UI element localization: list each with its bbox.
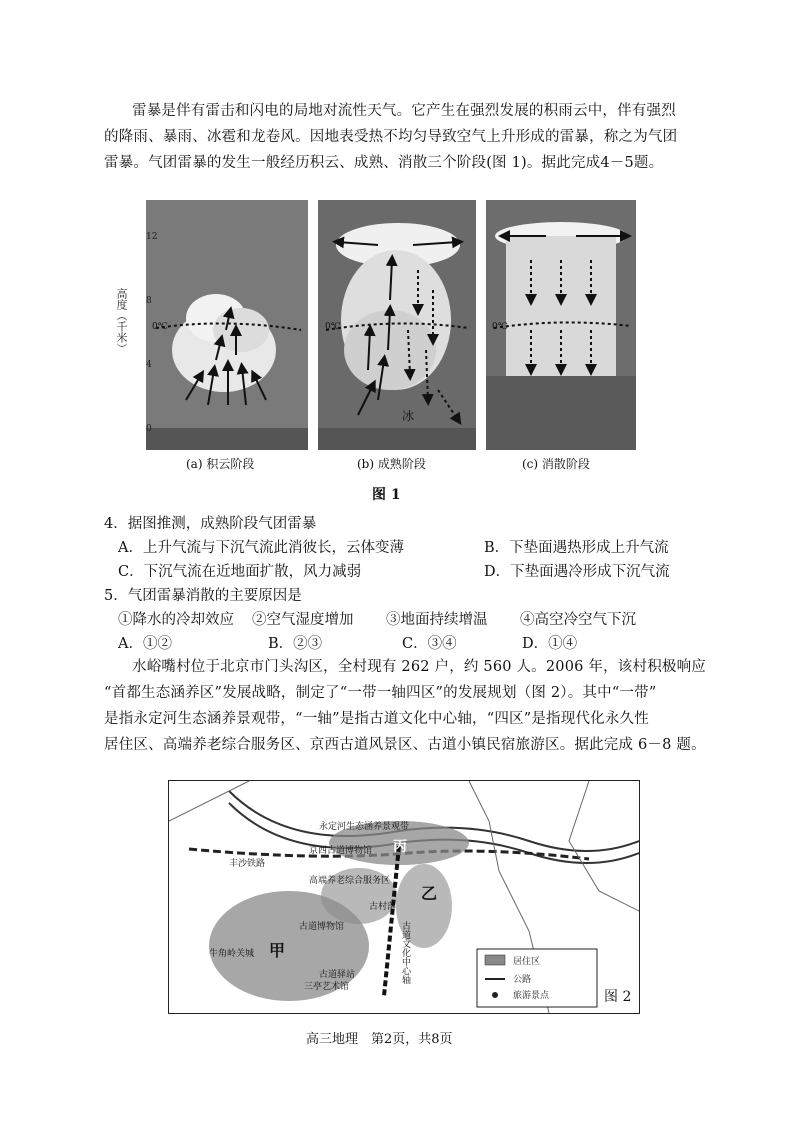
q5-item-3: ③地面持续增温: [386, 612, 488, 628]
figure2-title: 图 2: [604, 989, 632, 1005]
label-pilgrim: 古道驿站: [319, 970, 356, 980]
figure1-title: 图 1: [372, 487, 401, 503]
label-museum: 京西古道博物馆: [309, 846, 373, 856]
caption-b: (b) 成熟阶段: [357, 457, 426, 471]
label-bing: 丙: [393, 839, 407, 855]
page-footer: 高三地理 第2页，共8页: [306, 1032, 453, 1047]
intro2-line-3: 是指永定河生态涵养景观带，“一轴”是指古道文化中心轴，“四区”是指现代化永久性: [104, 711, 649, 727]
q4-option-b: B．下垫面遇热形成上升气流: [484, 540, 669, 556]
q5-item-4: ④高空冷空气下沉: [520, 612, 636, 628]
figure1-ylabel: 高度（千米）: [115, 288, 128, 354]
q4-stem: 4．据图推测，成熟阶段气团雷暴: [104, 516, 317, 532]
legend-residential-label: 居住区: [513, 957, 541, 967]
zero-deg-label-a: 0℃: [152, 322, 168, 332]
label-old-museum: 古道博物馆: [299, 922, 345, 932]
tick-0: 0: [146, 424, 152, 434]
tick-8: 8: [146, 296, 152, 306]
label-yi: 乙: [421, 884, 438, 903]
q4-option-a: A．上升气流与下沉气流此消彼长，云体变薄: [118, 540, 404, 556]
label-axis: 古道文化中心轴: [400, 921, 410, 984]
intro-paragraph-2: [104, 654, 710, 758]
label-jia: 甲: [269, 941, 286, 960]
label-pavilion: 三亭艺术馆: [304, 982, 350, 992]
label-elderly: 高端养老综合服务区: [309, 876, 391, 886]
intro-paragraph-1: [104, 98, 710, 176]
zero-deg-label-c: 0℃: [492, 322, 508, 332]
tick-12: 12: [146, 232, 158, 242]
figure1-panel-a: [146, 200, 308, 450]
label-horn-city: 牛角岭关城: [209, 949, 255, 959]
intro1-line-1: 雷暴是伴有雷击和闪电的局地对流性天气。它产生在强烈发展的积雨云中，伴有强烈: [132, 103, 676, 119]
q5-stem: 5．气团雷暴消散的主要原因是: [104, 588, 302, 604]
q4-option-c: C．下沉气流在近地面扩散，风力减弱: [118, 564, 362, 580]
label-railway: 丰沙铁路: [229, 859, 266, 869]
q5-choice-a: A．①②: [118, 636, 172, 652]
zero-deg-label-b: 0℃: [325, 322, 341, 332]
legend-residential-swatch: [485, 955, 505, 965]
intro2-line-4: 居住区、高端养老综合服务区、京西古道风景区、古道小镇民宿旅游区。据此完成 6－8 题。: [104, 737, 706, 753]
q4-option-d: D．下垫面遇冷形成下沉气流: [484, 564, 670, 580]
q5-item-1: ①降水的冷却效应: [118, 612, 234, 628]
intro1-line-3: 雷暴。气团雷暴的发生一般经历积云、成熟、消散三个阶段(图 1)。据此完成4－5题。: [104, 155, 664, 171]
label-river: 永定河生态涵养景观带: [319, 822, 410, 832]
figure1-panel-c: [486, 200, 636, 450]
figure1-panel-b: [318, 200, 476, 450]
tick-4: 4: [146, 360, 152, 370]
figure2-map: [168, 780, 640, 1014]
label-old-village: 古村落: [369, 902, 397, 912]
legend-scenic-label: 旅游景点: [513, 991, 550, 1001]
q5-choice-b: B．②③: [268, 636, 323, 652]
intro2-line-2: “首都生态涵养区”发展战略，制定了“一带一轴四区”的发展规划（图 2）。其中“一带”: [104, 685, 657, 701]
legend-road-label: 公路: [513, 975, 532, 985]
caption-a: (a) 积云阶段: [186, 457, 255, 471]
legend-scenic-swatch: [492, 992, 498, 998]
intro1-line-2: 的降雨、暴雨、冰雹和龙卷风。因地表受热不均匀导致空气上升形成的雷暴，称之为气团: [104, 129, 678, 145]
intro2-line-1: 水峪嘴村位于北京市门头沟区，全村现有 262 户，约 560 人。2006 年，该村积极响应: [132, 659, 706, 675]
caption-c: (c) 消散阶段: [522, 457, 590, 471]
q5-item-2: ②空气湿度增加: [252, 612, 354, 628]
q5-choice-d: D．①④: [522, 636, 578, 652]
q5-choice-c: C．③④: [402, 636, 457, 652]
ice-label: 冰: [402, 409, 415, 423]
